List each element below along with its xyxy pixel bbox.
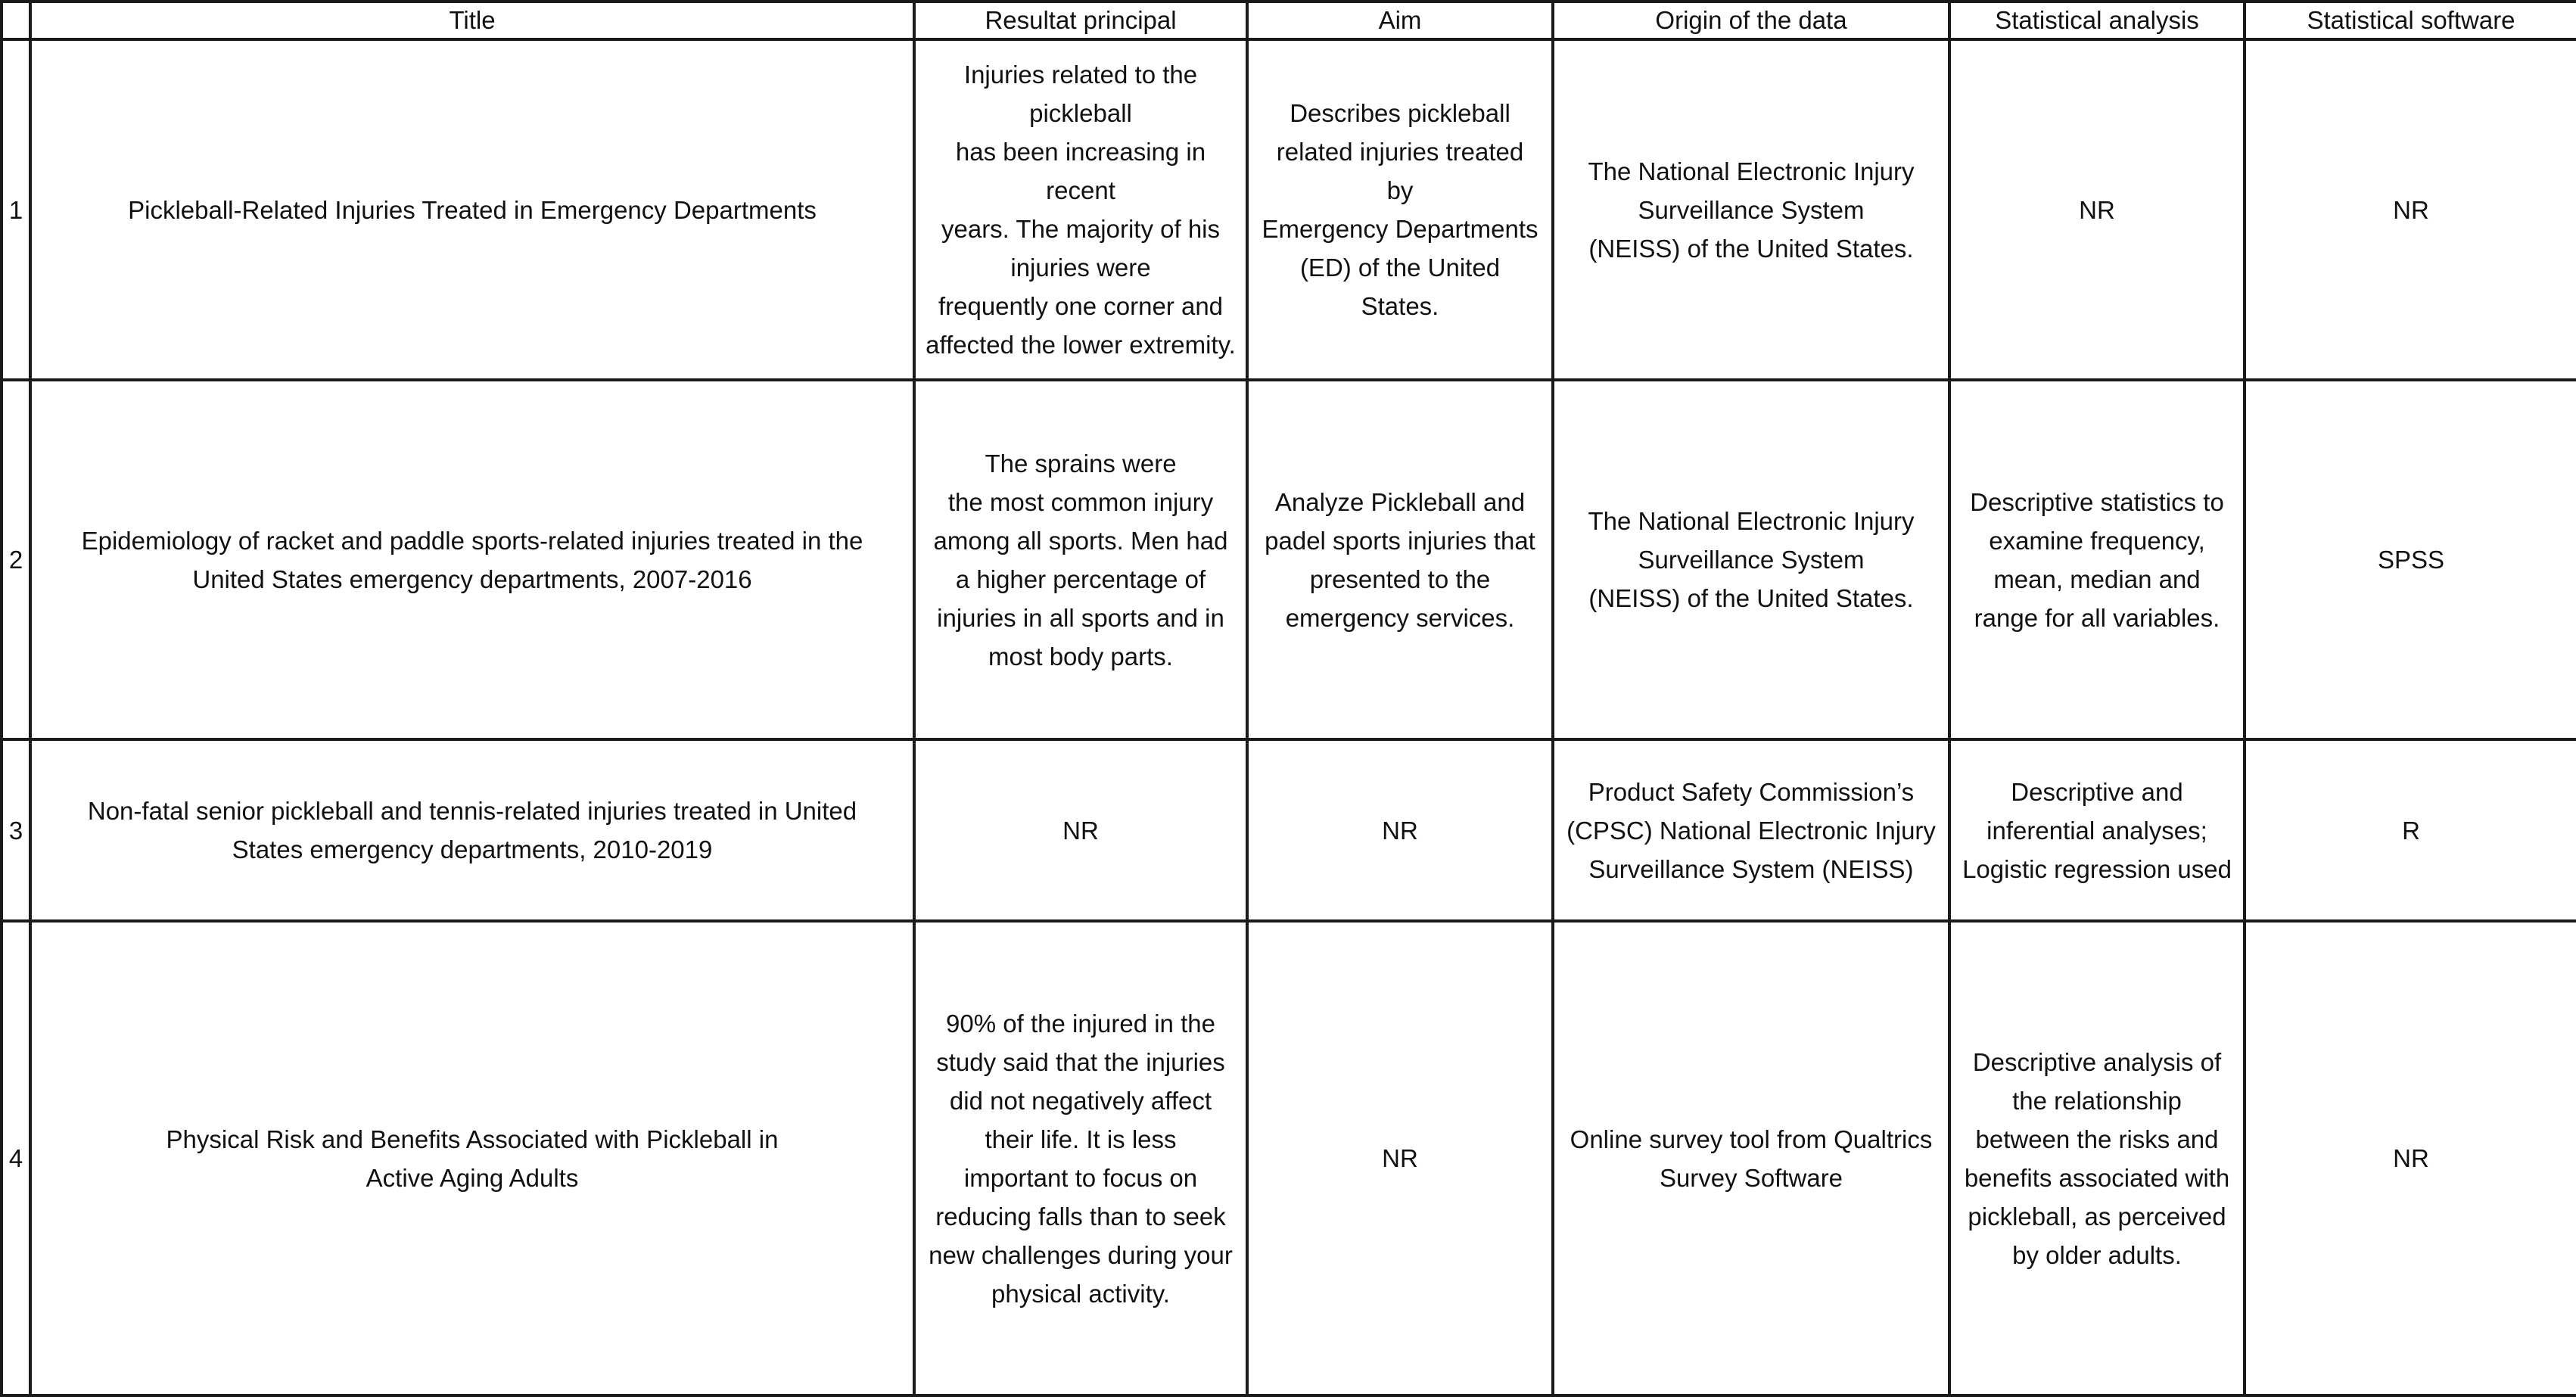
table-row — [2, 380, 2576, 739]
header-row — [2, 2, 2576, 39]
row-result: NR — [914, 739, 1247, 921]
row-analysis: NR — [1949, 39, 2245, 380]
row-analysis: Descriptive analysis of the relationship between the risks and benefits associated with pickleball, as perceived by older adults. — [1949, 921, 2245, 1395]
header-analysis: Statistical analysis — [1949, 2, 2245, 39]
row-analysis: Descriptive statistics to examine frequency, mean, median and range for all variables. — [1949, 380, 2245, 739]
row-index: 2 — [2, 380, 30, 739]
row-software: SPSS — [2245, 380, 2576, 739]
row-software: R — [2245, 739, 2576, 921]
row-aim: Describes pickleball related injuries treated by Emergency Departments (ED) of the United States. — [1247, 39, 1553, 380]
header-aim: Aim — [1247, 2, 1553, 39]
row-index: 1 — [2, 39, 30, 380]
row-title: Non-fatal senior pickleball and tennis-related injuries treated in United States emergency departments, 2010-2019 — [30, 739, 914, 921]
row-origin: The National Electronic Injury Surveillance System (NEISS) of the United States. — [1553, 380, 1949, 739]
row-title: Physical Risk and Benefits Associated with Pickleball in Active Aging Adults — [30, 921, 914, 1395]
table-row — [2, 39, 2576, 380]
row-title: Epidemiology of racket and paddle sports-related injuries treated in the United States emergency departments, 2007-2016 — [30, 380, 914, 739]
row-title: Pickleball-Related Injuries Treated in Emergency Departments — [30, 39, 914, 380]
header-origin: Origin of the data — [1553, 2, 1949, 39]
header-result: Resultat principal — [914, 2, 1247, 39]
row-origin: Online survey tool from Qualtrics Survey Software — [1553, 921, 1949, 1395]
header-software: Statistical software — [2245, 2, 2576, 39]
row-result: The sprains were the most common injury among all sports. Men had a higher percentage of injuries in all sports and in most body parts. — [914, 380, 1247, 739]
header-index — [2, 2, 30, 39]
row-origin: The National Electronic Injury Surveillance System (NEISS) of the United States. — [1553, 39, 1949, 380]
table-row — [2, 739, 2576, 921]
row-software: NR — [2245, 921, 2576, 1395]
row-index: 4 — [2, 921, 30, 1395]
row-aim: Analyze Pickleball and padel sports injuries that presented to the emergency services. — [1247, 380, 1553, 739]
header-title: Title — [30, 2, 914, 39]
row-result: Injuries related to the pickleball has been increasing in recent years. The majority of his injuries were frequently one corner and affected the lower extremity. — [914, 39, 1247, 380]
row-index: 3 — [2, 739, 30, 921]
row-software: NR — [2245, 39, 2576, 380]
row-aim: NR — [1247, 739, 1553, 921]
row-analysis: Descriptive and inferential analyses; Logistic regression used — [1949, 739, 2245, 921]
row-origin: Product Safety Commission’s (CPSC) National Electronic Injury Surveillance System (NEISS) — [1553, 739, 1949, 921]
table-row — [2, 921, 2576, 1395]
row-aim: NR — [1247, 921, 1553, 1395]
row-result: 90% of the injured in the study said that the injuries did not negatively affect their life. It is less important to focus on reducing falls than to seek new challenges during your physical activity. — [914, 921, 1247, 1395]
